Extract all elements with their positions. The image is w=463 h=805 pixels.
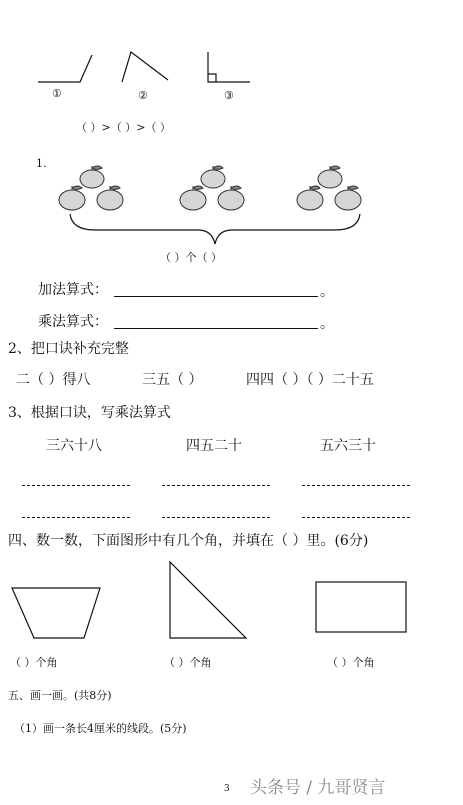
page-number: 3: [224, 784, 230, 794]
q1-number: 1.: [36, 157, 47, 170]
q2-title: 2、把口诀补充完整: [8, 341, 129, 357]
q3-item-3: 五六三十: [320, 438, 376, 454]
q5-sub1: （1）画一条长4厘米的线段。(5分): [14, 722, 187, 735]
q5-title: 五、画一画。(共8分): [8, 689, 112, 702]
q2-item-2: 三五（ ）: [142, 372, 203, 388]
q3-item-1: 三六十八: [46, 438, 102, 454]
angle-label-2: ②: [138, 89, 148, 102]
q3-item-2: 四五二十: [186, 438, 242, 454]
q3-title: 3、根据口诀，写乘法算式: [8, 405, 171, 421]
q4-answer-1: （ ）个角: [10, 656, 58, 669]
q4-answer-3: （ ）个角: [327, 656, 375, 669]
q1-blank: （ ）个（ ）: [160, 251, 222, 264]
watermark: 头条号 / 九哥贤言: [250, 778, 386, 798]
q4-title: 四、数一数，下面图形中有几个角，并填在（ ）里。(6分): [8, 533, 369, 549]
q1-mul-end: 。: [320, 316, 334, 332]
angle-label-3: ③: [224, 89, 234, 102]
q2-item-1: 二（ ）得八: [16, 372, 91, 388]
q1-add-end: 。: [320, 284, 334, 300]
q1-add-label: 加法算式：: [38, 282, 108, 298]
q4-answer-2: （ ）个角: [164, 656, 212, 669]
q2-item-3: 四四（ ）（ ）二十五: [246, 372, 374, 388]
q1-mul-label: 乘法算式：: [38, 314, 108, 330]
angle-label-1: ①: [52, 87, 62, 100]
angle-compare: （ ）>（ ）>（ ）: [76, 121, 171, 134]
